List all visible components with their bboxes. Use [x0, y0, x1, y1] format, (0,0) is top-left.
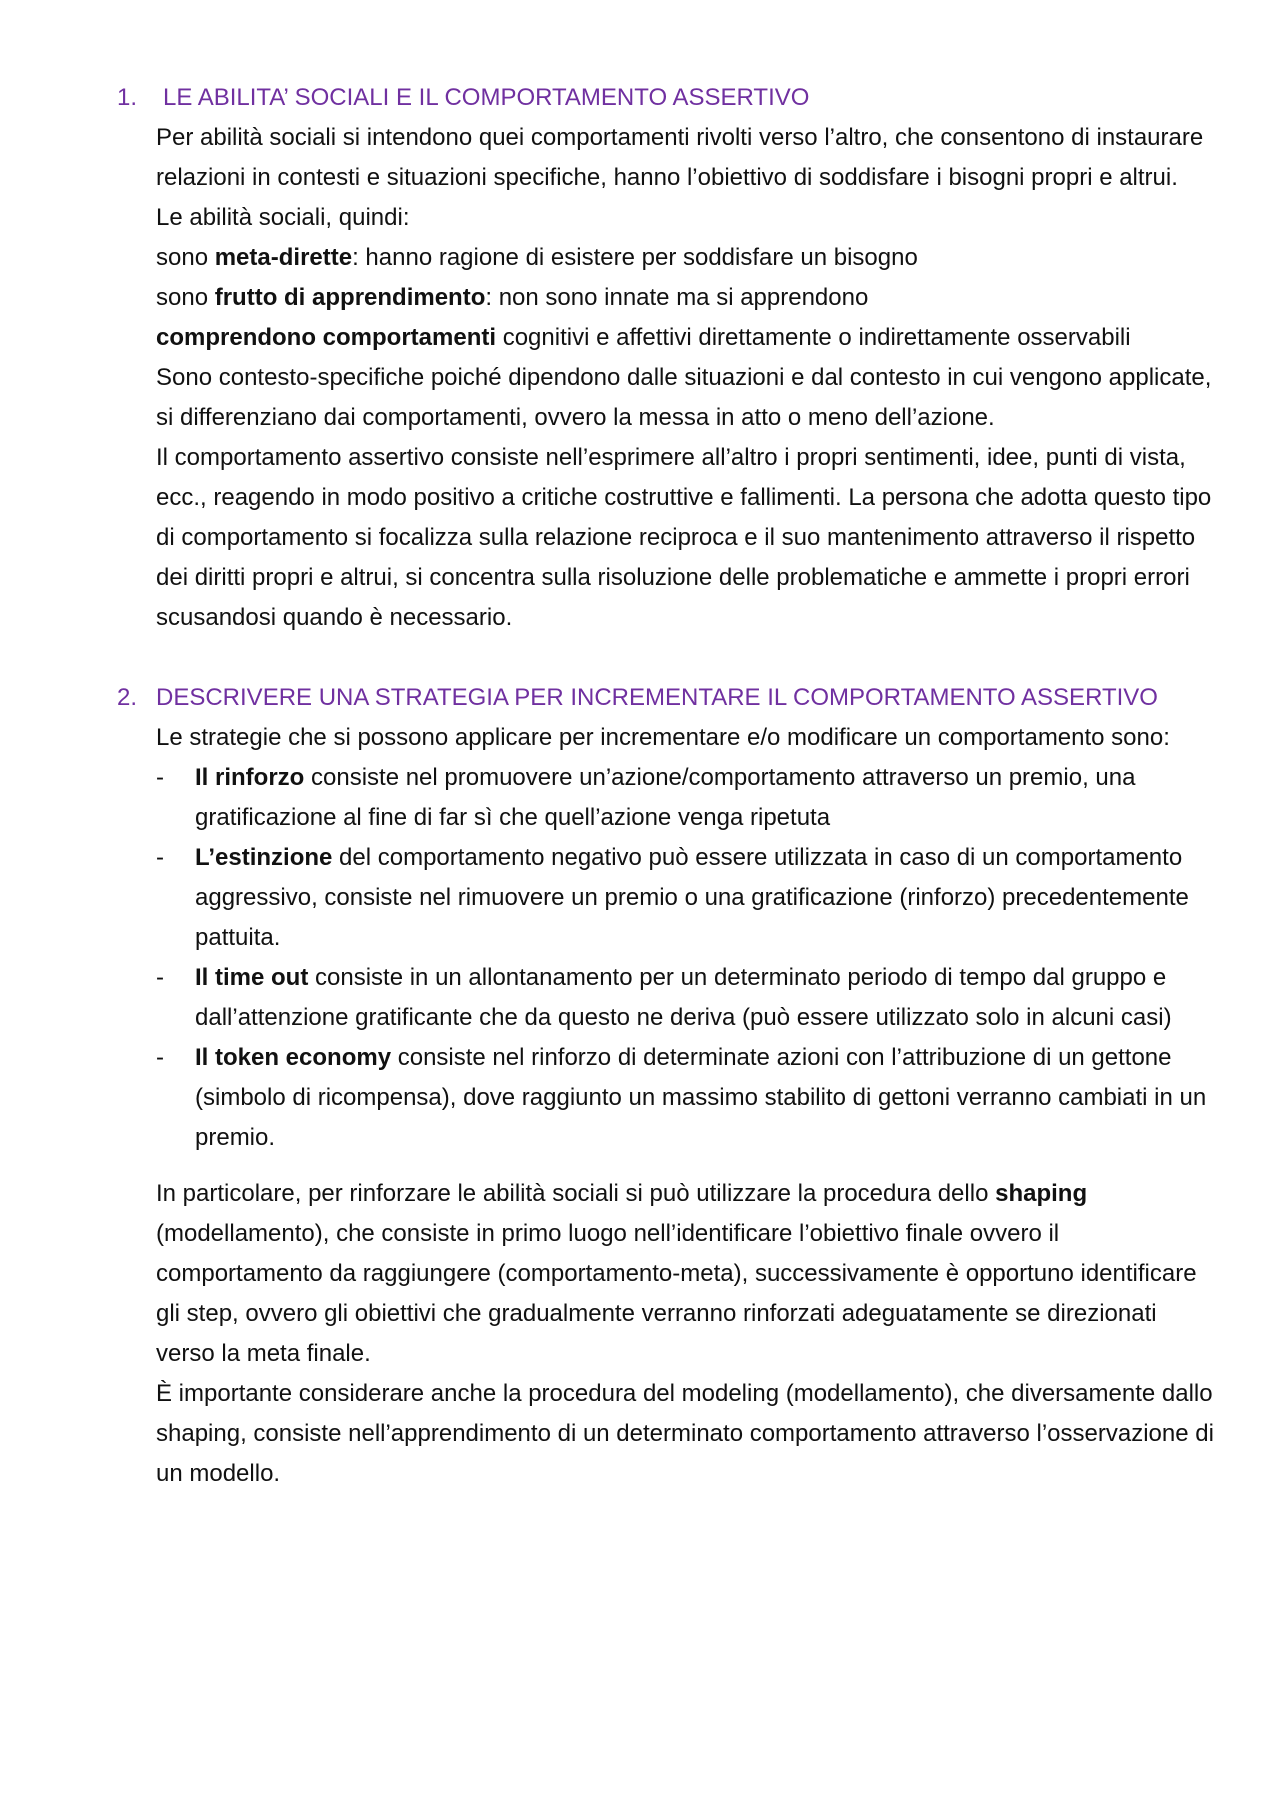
list-item-rest: consiste in un allontanamento per un determinato periodo di tempo dal gruppo e dall’attenzione gratificante che da questo ne deriva (può essere utilizzato solo in alcuni casi) [195, 964, 1172, 1031]
section-1-contesto: Sono contesto-specifiche poiché dipendono dalle situazioni e dal contesto in cui vengono applicate, si differenziano dai comportamenti, ovvero la messa in atto o meno dell’azione. [156, 364, 1212, 431]
bullet-dash: - [156, 764, 164, 791]
section-2-intro: Le strategie che si possono applicare per incrementare e/o modificare un comportamento sono: [156, 724, 1170, 751]
list-item-bold: Il rinforzo [195, 764, 305, 791]
item-bold: comprendono comportamenti [156, 324, 497, 351]
section-1-quindi: Le abilità sociali, quindi: [156, 204, 410, 231]
shaping-post: (modellamento), che consiste in primo luogo nell’identificare l’obiettivo finale ovvero il comportamento da raggiungere (comportamento-meta), successivamente è opportuno identificare gli step, ovvero gli obiettivi che gradualmente verranno rinforzati adeguatamente se direzionati verso la meta finale. [156, 1220, 1197, 1367]
spacer [0, 1158, 1280, 1174]
item-rest: cognitivi e affettivi direttamente o indirettamente osservabili [496, 324, 1131, 351]
bullet-dash: - [156, 964, 164, 991]
item-bold: frutto di apprendimento [214, 284, 486, 311]
section-2-heading [117, 678, 1280, 718]
list-item-bold: Il token economy [195, 1044, 392, 1071]
strategy-list [0, 758, 1280, 1158]
list-item [156, 838, 1220, 958]
list-item-rest: del comportamento negativo può essere utilizzata in caso di un comportamento aggressivo, consiste nel rimuovere un premio o una gratificazione (rinforzo) precedentemente pattuita. [195, 844, 1189, 951]
section-1-intro: Per abilità sociali si intendono quei comportamenti rivolti verso l’altro, che consentono di instaurare relazioni in contesti e situazioni specifiche, hanno l’obiettivo di soddisfare i bisogni propri e altrui. [156, 124, 1204, 191]
section-1-assertivo: Il comportamento assertivo consiste nell’esprimere all’altro i propri sentimenti, idee, punti di vista, ecc., reagendo in modo positivo a critiche costruttive e fallimenti. La persona che adotta questo tipo di comportamento si focalizza sulla relazione reciproca e il suo mantenimento attraverso il rispetto dei diritti propri e altrui, si concentra sulla risoluzione delle problematiche e ammette i propri errori scusandosi quando è necessario. [156, 444, 1212, 631]
list-item [156, 958, 1220, 1038]
item-rest: : non sono innate ma si apprendono [485, 284, 869, 311]
section-2-title: DESCRIVERE UNA STRATEGIA PER INCREMENTARE IL COMPORTAMENTO ASSERTIVO [156, 684, 1158, 711]
shaping-bold: shaping [995, 1180, 1088, 1207]
bullet-dash: - [156, 1044, 164, 1071]
section-1-heading [117, 78, 1280, 118]
shaping-paragraph [156, 1174, 1220, 1374]
item-bold: meta-dirette [214, 244, 353, 271]
modeling-paragraph: È importante considerare anche la procedura del modeling (modellamento), che diversamente dallo shaping, consiste nell’apprendimento di un determinato comportamento attraverso l’osservazione di un modello. [156, 1380, 1214, 1487]
section-2-number: 2. [117, 684, 138, 711]
social-skill-item [156, 318, 1220, 358]
spacer [0, 638, 1280, 678]
list-item-rest: consiste nel promuovere un’azione/comportamento attraverso un premio, una gratificazione al fine di far sì che quell’azione venga ripetuta [195, 764, 1136, 831]
list-item-bold: Il time out [195, 964, 309, 991]
list-item [156, 758, 1220, 838]
social-skill-item [156, 278, 1220, 318]
shaping-pre: In particolare, per rinforzare le abilità sociali si può utilizzare la procedura dello [156, 1180, 996, 1207]
section-2-body [156, 1174, 1220, 1494]
list-item-text [195, 758, 1220, 838]
list-item-bold: L’estinzione [195, 844, 333, 871]
section-2-intro-block [156, 718, 1220, 758]
section-1-body [156, 118, 1220, 638]
list-item-text [195, 958, 1220, 1038]
list-item-rest: consiste nel rinforzo di determinate azioni con l’attribuzione di un gettone (simbolo di ricompensa), dove raggiunto un massimo stabilito di gettoni verranno cambiati in un premio. [195, 1044, 1207, 1151]
bullet-dash: - [156, 844, 164, 871]
item-prefix: sono [156, 244, 215, 271]
item-prefix: sono [156, 284, 215, 311]
list-item-text [195, 1038, 1220, 1158]
list-item [156, 1038, 1220, 1158]
social-skill-item [156, 238, 1220, 278]
section-1-number: 1. [117, 84, 138, 111]
item-rest: : hanno ragione di esistere per soddisfare un bisogno [352, 244, 918, 271]
list-item-text [195, 838, 1220, 958]
section-1-title: LE ABILITA’ SOCIALI E IL COMPORTAMENTO ASSERTIVO [163, 84, 810, 111]
